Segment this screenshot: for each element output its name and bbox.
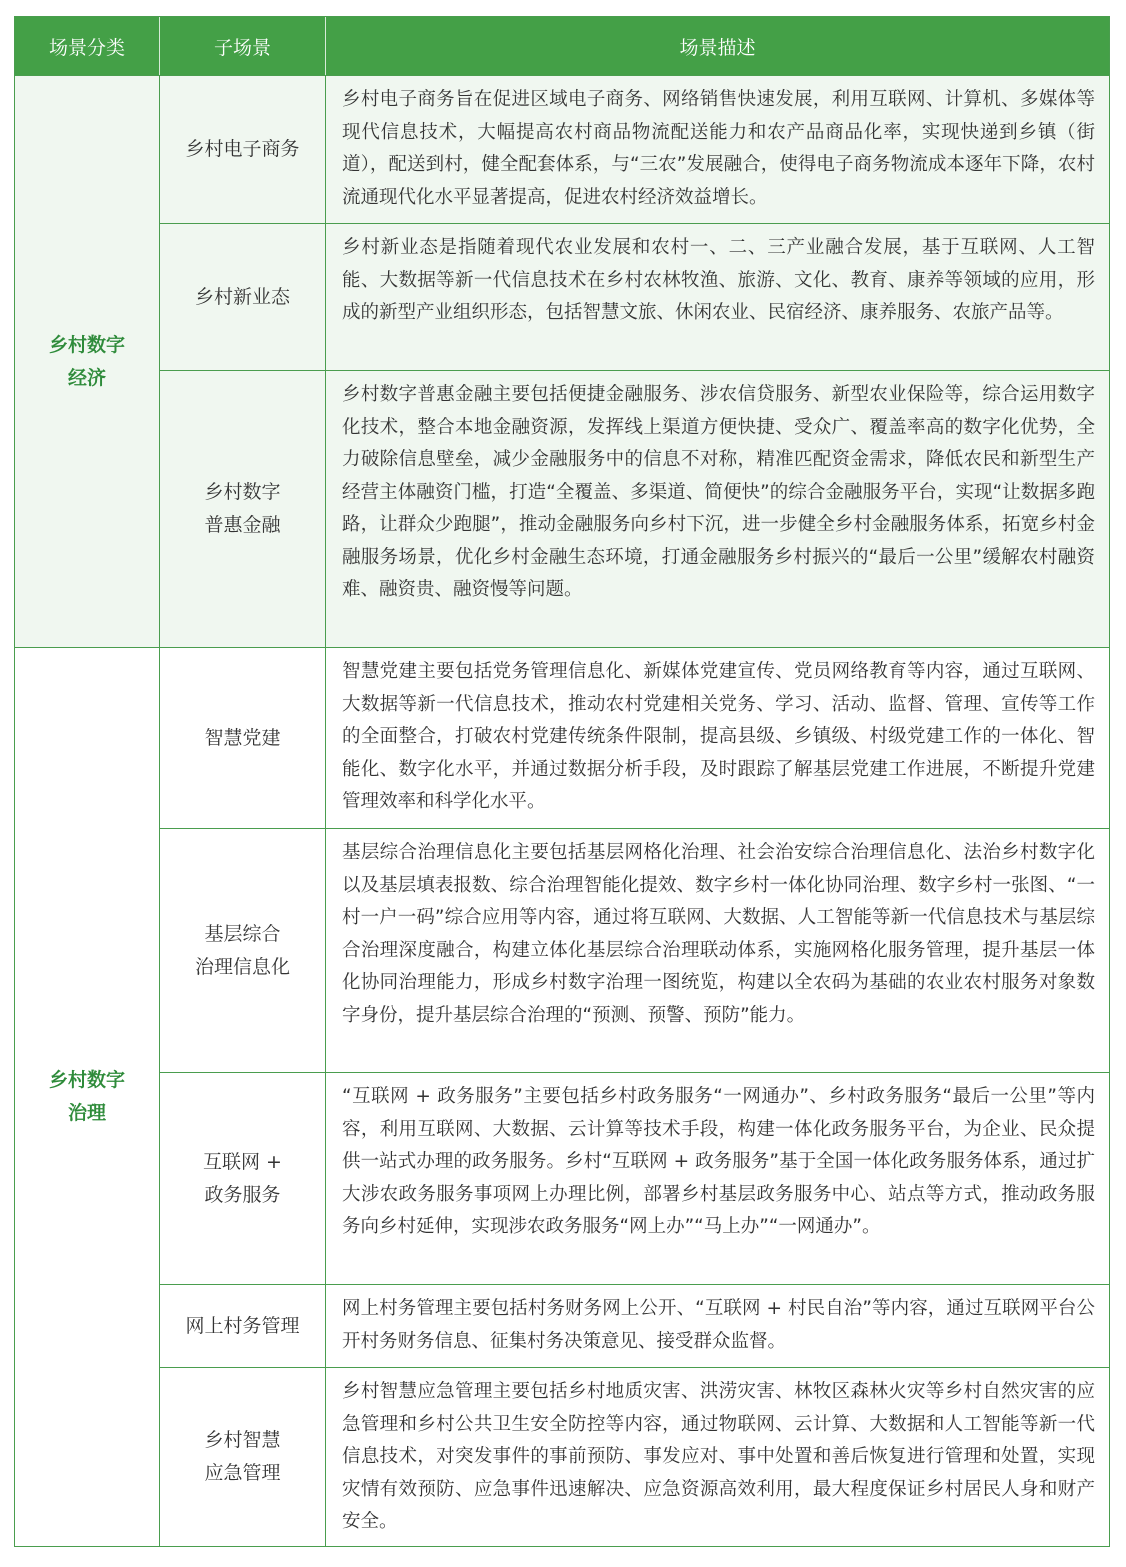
description-cell: “互联网 + 政务服务”主要包括乡村政务服务“一网通办”、乡村政务服务“最后一公里”等内容，利用互联网、大数据、云计算等技术手段，构建一体化政务服务平台，为企业、民众提供一站式办理的政务服务。乡村“互联网 + 政务服务”基于全国一体化政务服务体系，通过扩大涉农政务服务事项网上办理比例，部署乡村基层政务服务中心、站点等方式，推动政务服务向乡村延伸，实现涉农政务服务“网上办”“马上办”“一网通办”。 bbox=[342, 1086, 1095, 1237]
description-cell: 网上村务管理主要包括村务财务网上公开、“互联网 + 村民自治”等内容，通过互联网平台公开村务财务信息、征集村务决策意见、接受群众监督。 bbox=[342, 1298, 1095, 1352]
category-label: 乡村数字 经济 bbox=[48, 333, 125, 389]
group-digital-economy bbox=[15, 75, 1109, 647]
category-cell bbox=[15, 648, 160, 1546]
sub-scenario-cell: 乡村电子商务 bbox=[160, 76, 326, 223]
description-cell: 乡村数字普惠金融主要包括便捷金融服务、涉农信贷服务、新型农业保险等，综合运用数字化技术，整合本地金融资源，发挥线上渠道方便快捷、受众广、覆盖率高的数字化优势，全力破除信息壁垒，减少金融服务中的信息不对称，精准匹配资金需求，降低农民和新型生产经营主体融资门槛，打造“全覆盖、多渠道、简便快”的综合金融服务平台，实现“让数据多跑路，让群众少跑腿”，推动金融服务向乡村下沉，进一步健全乡村金融服务体系，拓宽乡村金融服务场景，优化乡村金融生态环境，打通金融服务乡村振兴的“最后一公里”缓解农村融资难、融资贵、融资慢等问题。 bbox=[342, 384, 1095, 600]
table-row bbox=[160, 76, 1109, 223]
description-cell: 乡村新业态是指随着现代农业发展和农村一、二、三产业融合发展，基于互联网、人工智能、大数据等新一代信息技术在乡村农林牧渔、旅游、文化、教育、康养等领域的应用，形成的新型产业组织形态，包括智慧文旅、休闲农业、民宿经济、康养服务、农旅产品等。 bbox=[342, 237, 1095, 323]
table-row bbox=[160, 1284, 1109, 1367]
header-sub-scenario: 子场景 bbox=[160, 17, 326, 75]
table-row bbox=[160, 1367, 1109, 1546]
sub-scenario-cell: 智慧党建 bbox=[160, 648, 326, 828]
table-header bbox=[15, 17, 1109, 75]
sub-scenario-cell: 基层综合 治理信息化 bbox=[160, 829, 326, 1072]
scenario-table bbox=[14, 16, 1110, 1547]
description-cell: 基层综合治理信息化主要包括基层网格化治理、社会治安综合治理信息化、法治乡村数字化以及基层填表报数、综合治理智能化提效、数字乡村一体化协同治理、数字乡村一张图、“一村一户一码”综合应用等内容，通过将互联网、大数据、人工智能等新一代信息技术与基层综合治理深度融合，构建立体化基层综合治理联动体系，实施网格化服务管理，提升基层一体化协同治理能力，形成乡村数字治理一图统览，构建以全农码为基础的农业农村服务对象数字身份，提升基层综合治理的“预测、预警、预防”能力。 bbox=[342, 842, 1095, 1026]
sub-scenario-cell: 乡村智慧 应急管理 bbox=[160, 1368, 326, 1547]
group-rows bbox=[160, 648, 1109, 1546]
table-row bbox=[160, 828, 1109, 1072]
sub-scenario-cell: 互联网 + 政务服务 bbox=[160, 1073, 326, 1284]
table-row bbox=[160, 223, 1109, 370]
header-description: 场景描述 bbox=[679, 36, 756, 59]
group-digital-governance bbox=[15, 647, 1109, 1546]
table-row bbox=[160, 648, 1109, 828]
header-category: 场景分类 bbox=[15, 17, 160, 75]
group-rows bbox=[160, 76, 1109, 647]
sub-scenario-cell: 乡村数字 普惠金融 bbox=[160, 371, 326, 647]
table-row bbox=[160, 1072, 1109, 1284]
table-row bbox=[160, 370, 1109, 647]
sub-scenario-cell: 网上村务管理 bbox=[160, 1285, 326, 1367]
sub-scenario-cell: 乡村新业态 bbox=[160, 224, 326, 370]
description-cell: 乡村电子商务旨在促进区域电子商务、网络销售快速发展，利用互联网、计算机、多媒体等现代信息技术，大幅提高农村商品物流配送能力和农产品商品化率，实现快递到乡镇（街道），配送到村，健全配套体系，与“三农”发展融合，使得电子商务物流成本逐年下降，农村流通现代化水平显著提高，促进农村经济效益增长。 bbox=[342, 89, 1095, 208]
description-cell: 智慧党建主要包括党务管理信息化、新媒体党建宣传、党员网络教育等内容，通过互联网、大数据等新一代信息技术，推动农村党建相关党务、学习、活动、监督、管理、宣传等工作的全面整合，打破农村党建传统条件限制，提高县级、乡镇级、村级党建工作的一体化、智能化、数字化水平，并通过数据分析手段，及时跟踪了解基层党建工作进展，不断提升党建管理效率和科学化水平。 bbox=[342, 661, 1095, 812]
category-label: 乡村数字 治理 bbox=[48, 1069, 125, 1124]
description-cell: 乡村智慧应急管理主要包括乡村地质灾害、洪涝灾害、林牧区森林火灾等乡村自然灾害的应急管理和乡村公共卫生安全防控等内容，通过物联网、云计算、大数据和人工智能等新一代信息技术，对突发事件的事前预防、事发应对、事中处置和善后恢复进行管理和处置，实现灾情有效预防、应急事件迅速解决、应急资源高效利用，最大程度保证乡村居民人身和财产安全。 bbox=[342, 1381, 1095, 1532]
category-cell bbox=[15, 76, 160, 647]
